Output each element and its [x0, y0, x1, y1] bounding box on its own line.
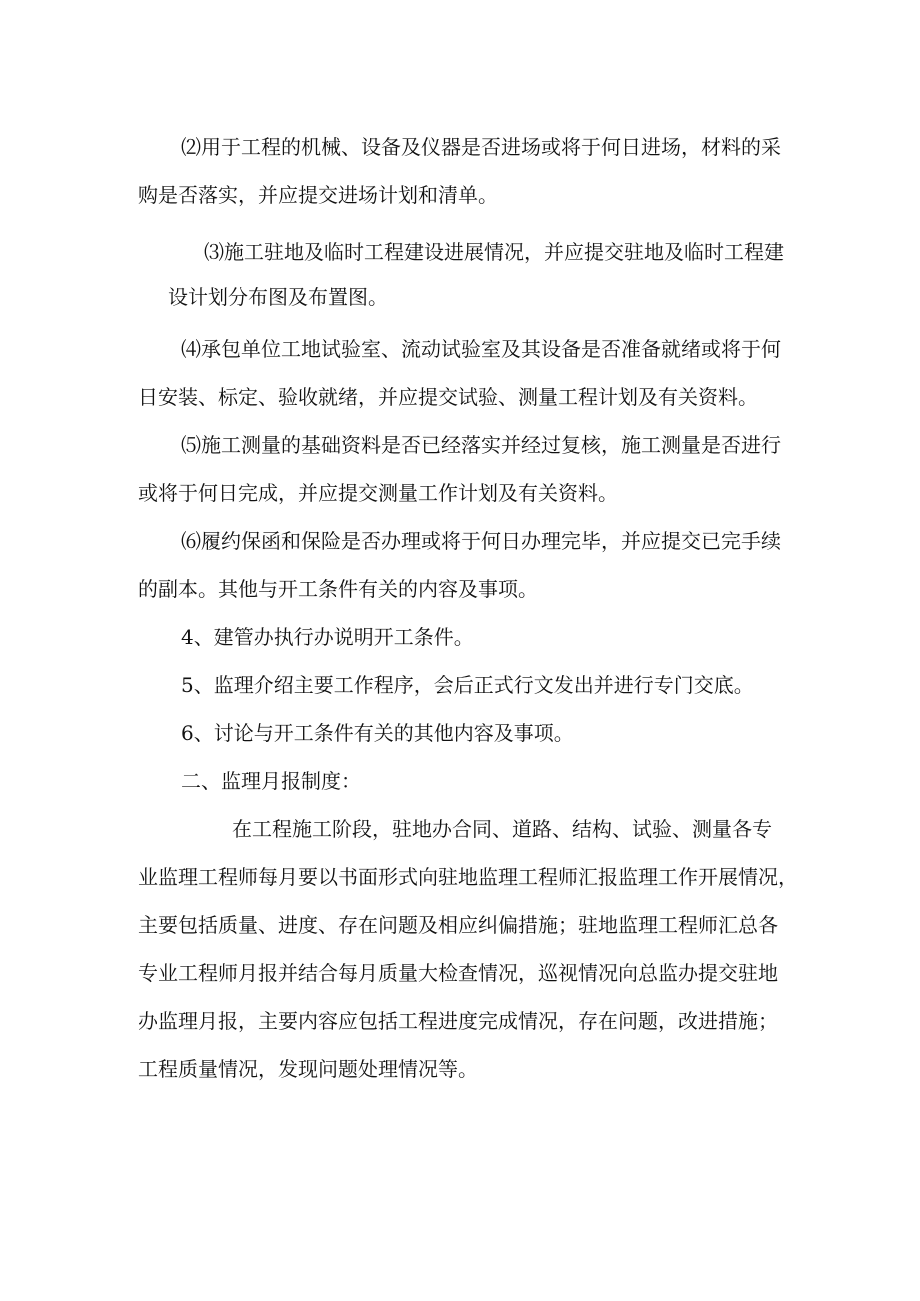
- body-para-line-3: 主要包括质量、进度、存在问题及相应纠偏措施；驻地监理工程师汇总各: [138, 913, 778, 937]
- para-6-line-1: ⑹履约保函和保险是否办理或将于何日办理完毕，并应提交已完手续: [181, 529, 781, 553]
- body-para-line-4: 专业工程师月报并结合每月质量大检查情况，巡视情况向总监办提交驻地: [138, 961, 778, 985]
- para-3-line-1: ⑶施工驻地及临时工程建设进展情况，并应提交驻地及临时工程建: [204, 240, 784, 264]
- para-2-line-2: 购是否落实，并应提交进场计划和清单。: [138, 183, 498, 207]
- body-para-line-1: 在工程施工阶段，驻地办合同、道路、结构、试验、测量各专: [232, 817, 772, 841]
- para-5-line-1: ⑸施工测量的基础资料是否已经落实并经过复核，施工测量是否进行: [181, 433, 781, 457]
- body-para-line-2: 业监理工程师每月要以书面形式向驻地监理工程师汇报监理工作开展情况，: [138, 865, 798, 889]
- body-para-line-5: 办监理月报，主要内容应包括工程进度完成情况，存在问题，改进措施；: [138, 1009, 778, 1033]
- section-heading: 二、监理月报制度：: [181, 769, 361, 793]
- body-para-line-6: 工程质量情况，发现问题处理情况等。: [138, 1057, 478, 1081]
- para-2-line-1: ⑵用于工程的机械、设备及仪器是否进场或将于何日进场，材料的采: [181, 135, 781, 159]
- para-4-line-1: ⑷承包单位工地试验室、流动试验室及其设备是否准备就绪或将于何: [181, 337, 781, 361]
- para-5-line-2: 或将于何日完成，并应提交测量工作计划及有关资料。: [138, 481, 618, 505]
- item-6: 6、讨论与开工条件有关的其他内容及事项。: [181, 721, 574, 745]
- para-3-line-2: 设计划分布图及布置图。: [168, 285, 388, 309]
- item-4: 4、建管办执行办说明开工条件。: [181, 625, 474, 649]
- para-6-line-2: 的副本。其他与开工条件有关的内容及事项。: [138, 577, 538, 601]
- para-4-line-2: 日安装、标定、验收就绪，并应提交试验、测量工程计划及有关资料。: [138, 385, 758, 409]
- item-5: 5、监理介绍主要工作程序，会后正式行文发出并进行专门交底。: [181, 673, 754, 697]
